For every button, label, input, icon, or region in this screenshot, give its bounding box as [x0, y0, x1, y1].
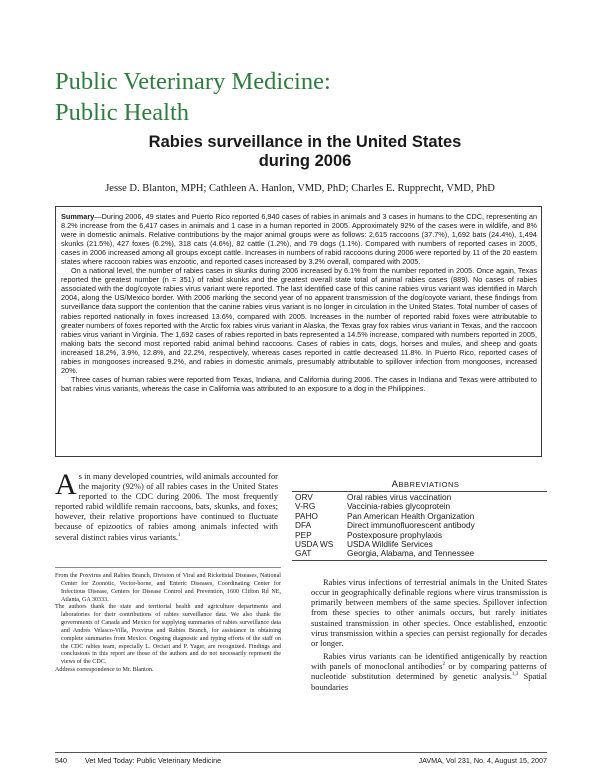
abbreviation-term: PEP — [295, 529, 312, 540]
body-text-right — [311, 577, 547, 695]
summary-paragraph-3: Three cases of human rabies were reported from Texas, Indiana, and California during 2006. The cases in Indiana and Texas were attributed to bat rabies virus variants, whereas the case in California was attributed to an exposure to a dog in the Philippines. — [61, 374, 537, 393]
article-title-line1: Rabies surveillance in the United States — [148, 133, 462, 151]
abbreviation-definition: Georgia, Alabama, and Tennessee — [347, 548, 475, 559]
journal-citation: JAVMA, Vol 231, No. 4, August 15, 2007 — [418, 756, 547, 765]
drop-cap: A — [55, 468, 77, 501]
summary-paragraph-2: On a national level, the number of rabies cases in skunks during 2006 increased by 6.1% from the number reported in 2005. Once again, Texas reported the greatest number (n = 351) of rabid skunks and the greatest overall state total of animal rabies cases (889). No cases of rabies associated with the dog/coyote rabies virus variant were reported. The last identified case of this canine rabies virus variant was identified in March 2004, along the US/Mexico border. With 2006 marking the second year of no apparent transmission of the dog/coyote variant, these findings from surveillance data support the contention that the canine rabies virus variant is no longer in circulation in the United States. Total number of cases of rabies reported nationally in foxes increased 13.6%, compared with 2005. Increases in the number of reported rabid foxes were attributable to greater numbers of foxes reported with the Arctic fox rabies virus variant in Alaska, the Texas gray fox rabies virus variant in Texas, and the raccoon rabies virus variant in Virginia. The 1,692 cases of rabies reported in bats represented a 14.5% increase, compared with numbers reported in 2005, making bats the second most reported rabid animal behind raccoons. Cases of rabies in cats, dogs, horses and mules, and sheep and goats increased 18.2%, 3.9%, 12.8%, and 22.2%, respectively, whereas cases reported in cattle decreased 11.8%. In Puerto Rico, reported cases of rabies in mongooses increased 9.2%, and rabies in domestic animals, presumably attributable to spillover infection from mongooses, increased 20%. — [61, 266, 537, 375]
abbreviations-title-rest: BBREVIATIONS — [398, 480, 460, 489]
abbreviation-definition: Oral rabies virus vaccination — [347, 492, 452, 502]
abbreviation-definition: Postexposure prophylaxis — [347, 529, 443, 540]
author-list: Jesse D. Blanton, MPH; Cathleen A. Hanlon, VMD, PhD; Charles E. Rupprecht, VMD, PhD — [105, 183, 495, 194]
body-paragraph-2-part-c: Spatial boundaries — [311, 671, 547, 692]
abbreviations-title — [303, 479, 548, 490]
acknowledgments-text: The authors thank the state and territorial health and agriculture departments and laboratories for their contributions of rabies surveillance data. We also thank the governments of Canada and Mexico for supplying summaries of rabies surveillance data and Andrés Velasco-Villa, Poxvirus and Rabies Branch, for assistance in obtaining complete summaries from Mexico. Ongoing diagnostic and typing efforts of the staff on the CDC rabies team, especially L. Orciari and P. Yager, are recognized. Findings and conclusions in this report are those of the authors and do not necessarily represent the views of the CDC. — [55, 604, 281, 666]
abbreviation-definition: USDA Wildlife Services — [347, 539, 433, 550]
body-paragraph-2 — [311, 651, 547, 692]
intro-text: s in many developed countries, wild animals accounted for the majority (92%) of all rabies cases in the United States reported to the CDC during 2006. The most frequently reported rabid wildlife remain raccoons, bats, skunks, and foxes; however, their relative proportions have continued to fluctuate because of epizootics of rabies among animals infected with several distinct rabies virus variants. — [55, 471, 278, 542]
section-title-line2: Public Health — [55, 99, 190, 126]
abbreviations-bottom-rule — [292, 560, 547, 561]
abbreviation-row — [295, 549, 547, 558]
article-title-line2: during 2006 — [258, 152, 352, 170]
journal-section: Vet Med Today: Public Veterinary Medicine — [85, 756, 222, 765]
intro-paragraph — [55, 468, 278, 542]
body-paragraph-2-part-b: or by comparing patterns of nucleotide substitution determined by genetic analysis. — [311, 661, 547, 682]
article-title — [105, 133, 505, 171]
summary — [61, 212, 537, 393]
body-paragraph-1: Rabies virus infections of terrestrial animals in the United States occur in geographically definable regions where virus transmission is primarily between members of the same species. Spillover infection from these species to other animals occurs, but rarely initiates sustained transmission in other species. Once established, enzootic virus transmission within a species can persist regionally for decades or longer. — [311, 577, 547, 648]
abbreviation-definition: Pan American Health Organization — [347, 510, 475, 521]
abbreviation-term: DFA — [295, 520, 312, 531]
summary-paragraph-1 — [61, 212, 537, 266]
abbreviation-definition: Vaccinia-rabies glycoprotein — [347, 501, 451, 512]
body-paragraph-2-part-a: Rabies virus variants can be identified antigenically by reaction with panels of monoclonal antibodies — [311, 651, 547, 672]
summary-label: Summary — [61, 212, 95, 221]
affiliation-text: From the Poxvirus and Rabies Branch, Division of Viral and Rickettsial Diseases, National Center for Zoonotic, Vector-borne, and Enteric Diseases, Coordinating Center for Infectious Disease, Centers for Disease Control and Prevention, 1600 Clifton Rd NE, Atlanta, GA 30333. — [55, 573, 281, 603]
section-title — [55, 66, 575, 128]
correspondence-text: Address correspondence to Mr. Blanton. — [55, 667, 154, 674]
abbreviation-term: ORV — [295, 492, 313, 502]
abbreviation-term: V-RG — [295, 501, 316, 512]
abbreviation-definition: Direct immunofluorescent antibody — [347, 520, 475, 531]
section-title-line1: Public Veterinary Medicine: — [55, 68, 331, 95]
abbreviation-term: GAT — [295, 548, 312, 559]
abbreviations-title-cap: A — [391, 479, 399, 490]
page-number: 540 — [55, 756, 67, 765]
body-reference-2: 1,3 — [511, 671, 519, 678]
footer-rule — [55, 752, 547, 753]
affiliations-footnote — [55, 567, 281, 675]
intro-reference: 1 — [178, 531, 181, 538]
abbreviations-table — [295, 493, 547, 559]
abbreviation-term: USDA WS — [295, 539, 334, 550]
summary-paragraph-1-text: —During 2006, 49 states and Puerto Rico reported 6,940 cases of rabies in animals and 3 cases in humans to the CDC, representing an 8.2% increase from the 6,417 cases in animals and 1 case in a human reported in 2005. Approximately 92% of the cases were in wildlife, and 8% were in domestic animals. Relative contributions by the major animal groups were as follows: 2,615 raccoons (37.7%), 1,692 bats (24.4%), 1,494 skunks (21.5%), 427 foxes (6.2%), 318 cats (4.6%), 82 cattle (1.2%), and 79 dogs (1.1%). Compared with numbers of reported cases in 2005, cases in 2006 increased among all groups except cattle. Increases in numbers of rabid raccoons during 2006 were reported by 11 of the 20 eastern states where raccoon rabies was enzootic, and reported cases increased by 3.2% overall, compared with 2005. — [61, 212, 537, 267]
body-reference-1: 2 — [442, 661, 445, 668]
abbreviation-term: PAHO — [295, 510, 318, 521]
